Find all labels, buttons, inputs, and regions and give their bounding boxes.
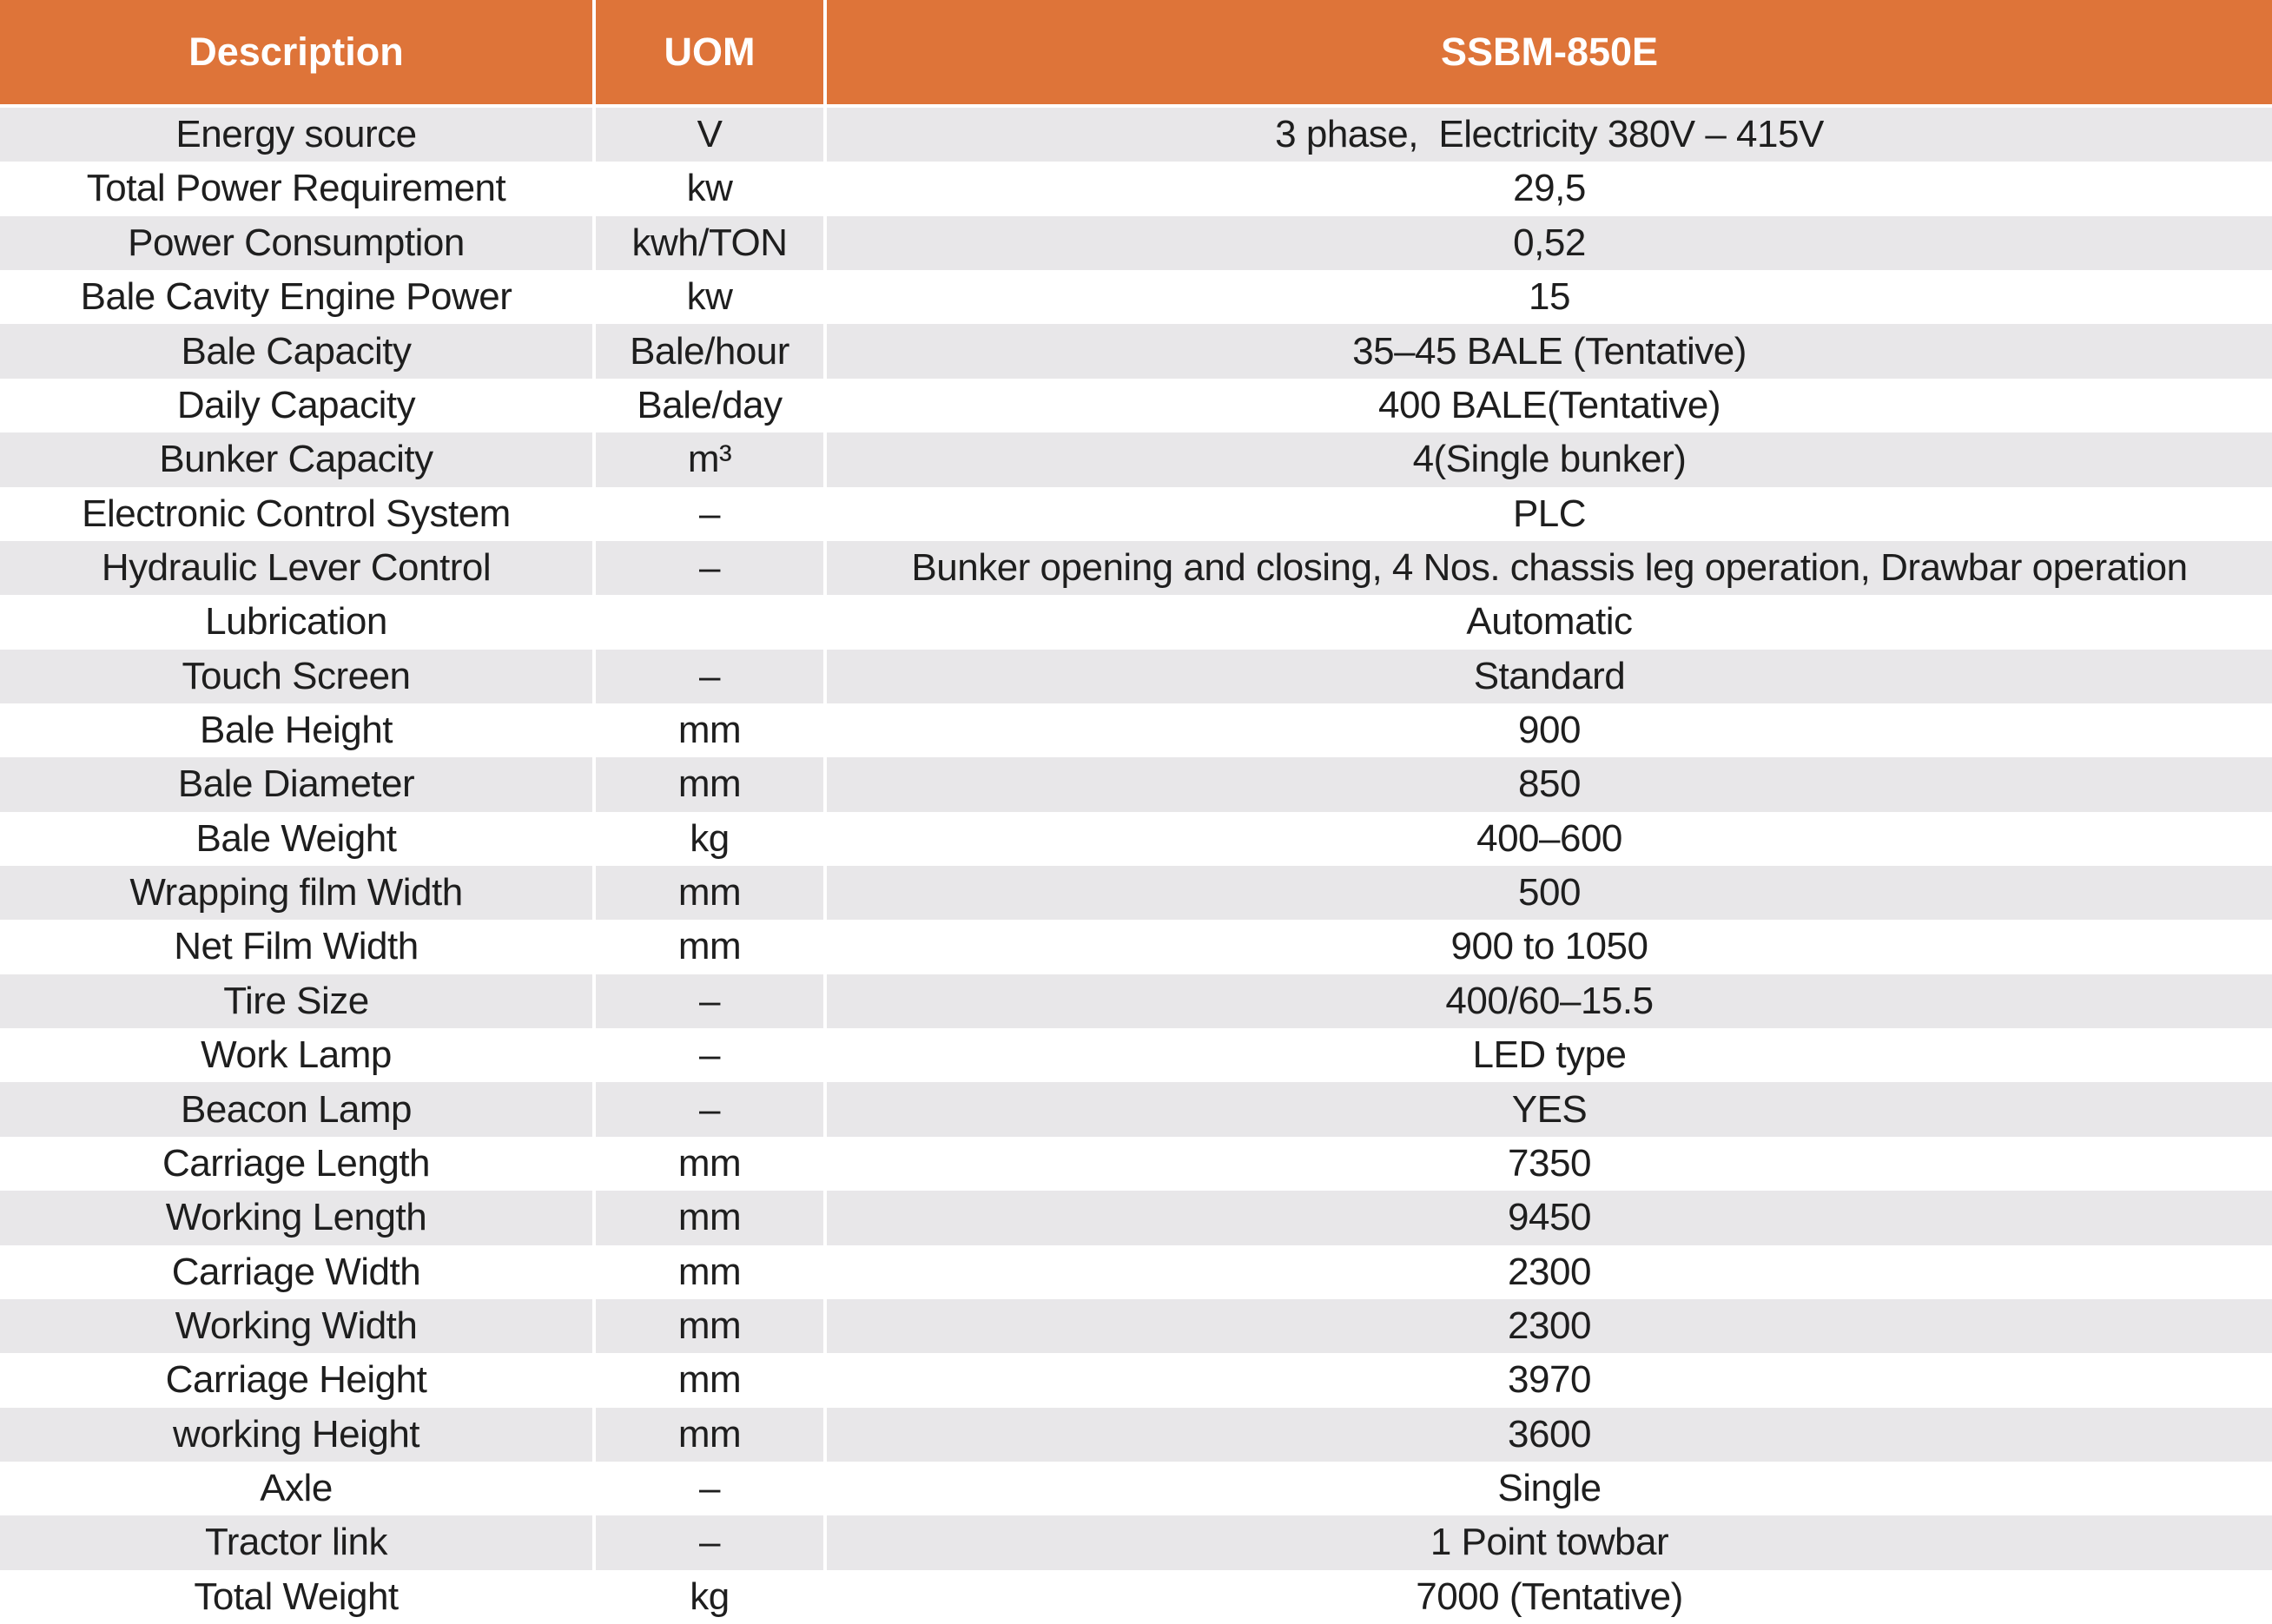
- cell-value: 7350: [823, 1137, 2272, 1191]
- cell-uom: –: [592, 1028, 823, 1082]
- table-row: [0, 108, 2272, 162]
- header-uom: UOM: [592, 0, 823, 104]
- cell-description: Wrapping film Width: [129, 871, 463, 914]
- cell-description: Hydraulic Lever Control: [101, 545, 492, 589]
- table-row: [0, 595, 2272, 649]
- table-row: [0, 920, 2272, 974]
- table-row: [0, 812, 2272, 866]
- cell-uom: –: [592, 541, 823, 595]
- cell-description: Bale Capacity: [181, 329, 412, 373]
- cell-value: LED type: [823, 1028, 2272, 1082]
- cell-value: 500: [823, 866, 2272, 920]
- cell-value: 15: [823, 270, 2272, 324]
- cell-value: 9450: [823, 1191, 2272, 1244]
- cell-uom: [592, 595, 823, 649]
- cell-value: 900: [823, 703, 2272, 757]
- cell-value: 7000 (Tentative): [823, 1570, 2272, 1624]
- cell-uom: kg: [592, 1570, 823, 1624]
- cell-value: 400–600: [823, 812, 2272, 866]
- cell-value: 400 BALE(Tentative): [823, 379, 2272, 432]
- cell-description: Total Weight: [194, 1574, 399, 1618]
- cell-value: 3970: [823, 1353, 2272, 1407]
- cell-value: 850: [823, 757, 2272, 811]
- table-row: [0, 487, 2272, 541]
- cell-uom: m³: [592, 432, 823, 486]
- cell-description: Working Width: [175, 1304, 418, 1347]
- table-row: [0, 1408, 2272, 1462]
- table-row: [0, 1299, 2272, 1353]
- cell-description: Electronic Control System: [82, 492, 511, 535]
- cell-uom: mm: [592, 1299, 823, 1353]
- cell-description: Daily Capacity: [176, 383, 416, 426]
- cell-uom: –: [592, 1082, 823, 1136]
- cell-description: Bale Diameter: [177, 762, 415, 806]
- table-row: [0, 866, 2272, 920]
- cell-value: 2300: [823, 1299, 2272, 1353]
- cell-description: Carriage Width: [171, 1250, 421, 1293]
- cell-description: Touch Screen: [182, 654, 411, 697]
- cell-uom: mm: [592, 1137, 823, 1191]
- cell-value: 35–45 BALE (Tentative): [823, 324, 2272, 378]
- header-description: Description: [188, 30, 404, 75]
- cell-description: Bale Height: [200, 709, 393, 752]
- table-row: [0, 379, 2272, 432]
- table-header-row: [0, 0, 2272, 108]
- cell-description: Lubrication: [205, 600, 387, 644]
- cell-description: Work Lamp: [201, 1033, 392, 1077]
- cell-uom: mm: [592, 1353, 823, 1407]
- cell-uom: –: [592, 974, 823, 1028]
- cell-uom: Bale/day: [592, 379, 823, 432]
- table-row: [0, 432, 2272, 486]
- cell-value: 400/60–15.5: [823, 974, 2272, 1028]
- cell-value: 3 phase, Electricity 380V – 415V: [823, 108, 2272, 162]
- cell-uom: mm: [592, 1191, 823, 1244]
- cell-value: Bunker opening and closing, 4 Nos. chassis leg operation, Drawbar operation: [823, 541, 2272, 595]
- cell-uom: kwh/TON: [592, 216, 823, 270]
- cell-description: Total Power Requirement: [86, 167, 506, 210]
- cell-description: Axle: [260, 1467, 333, 1510]
- cell-value: Standard: [823, 650, 2272, 703]
- table-row: [0, 1137, 2272, 1191]
- cell-uom: mm: [592, 757, 823, 811]
- table-row: [0, 324, 2272, 378]
- table-row: [0, 1245, 2272, 1299]
- cell-value: 3600: [823, 1408, 2272, 1462]
- cell-uom: mm: [592, 866, 823, 920]
- cell-value: 0,52: [823, 216, 2272, 270]
- table-row: [0, 1570, 2272, 1624]
- cell-uom: mm: [592, 1408, 823, 1462]
- cell-description: Beacon Lamp: [180, 1087, 413, 1131]
- cell-uom: mm: [592, 1245, 823, 1299]
- cell-value: 4(Single bunker): [823, 432, 2272, 486]
- cell-uom: –: [592, 1462, 823, 1515]
- table-row: [0, 1462, 2272, 1515]
- cell-uom: V: [592, 108, 823, 162]
- cell-value: PLC: [823, 487, 2272, 541]
- cell-description: Energy source: [175, 113, 417, 156]
- table-row: [0, 1028, 2272, 1082]
- cell-description: working Height: [172, 1412, 420, 1456]
- cell-description: Working Length: [165, 1196, 427, 1239]
- cell-uom: –: [592, 487, 823, 541]
- table-row: [0, 757, 2272, 811]
- cell-value: Single: [823, 1462, 2272, 1515]
- cell-value: 2300: [823, 1245, 2272, 1299]
- cell-value: YES: [823, 1082, 2272, 1136]
- table-row: [0, 1515, 2272, 1569]
- cell-uom: –: [592, 1515, 823, 1569]
- cell-description: Bunker Capacity: [159, 438, 433, 481]
- table-row: [0, 541, 2272, 595]
- table-row: [0, 703, 2272, 757]
- cell-uom: Bale/hour: [592, 324, 823, 378]
- cell-description: Net Film Width: [174, 925, 419, 968]
- table-row: [0, 162, 2272, 215]
- table-row: [0, 1082, 2272, 1136]
- header-model: SSBM-850E: [823, 0, 2272, 104]
- cell-value: 29,5: [823, 162, 2272, 215]
- cell-value: Automatic: [823, 595, 2272, 649]
- cell-description: Power Consumption: [128, 221, 465, 264]
- table-row: [0, 1191, 2272, 1244]
- cell-value: 900 to 1050: [823, 920, 2272, 974]
- cell-uom: –: [592, 650, 823, 703]
- table-row: [0, 270, 2272, 324]
- cell-description: Carriage Height: [165, 1358, 427, 1402]
- cell-uom: kg: [592, 812, 823, 866]
- cell-description: Tractor link: [205, 1521, 387, 1564]
- cell-uom: mm: [592, 920, 823, 974]
- table-row: [0, 216, 2272, 270]
- cell-description: Bale Cavity Engine Power: [80, 275, 512, 319]
- cell-uom: mm: [592, 703, 823, 757]
- cell-value: 1 Point towbar: [823, 1515, 2272, 1569]
- cell-uom: kw: [592, 270, 823, 324]
- cell-description: Carriage Length: [162, 1141, 431, 1185]
- cell-uom: kw: [592, 162, 823, 215]
- cell-description: Tire Size: [223, 979, 369, 1022]
- table-row: [0, 1353, 2272, 1407]
- table-row: [0, 650, 2272, 703]
- cell-description: Bale Weight: [195, 816, 397, 860]
- table-row: [0, 974, 2272, 1028]
